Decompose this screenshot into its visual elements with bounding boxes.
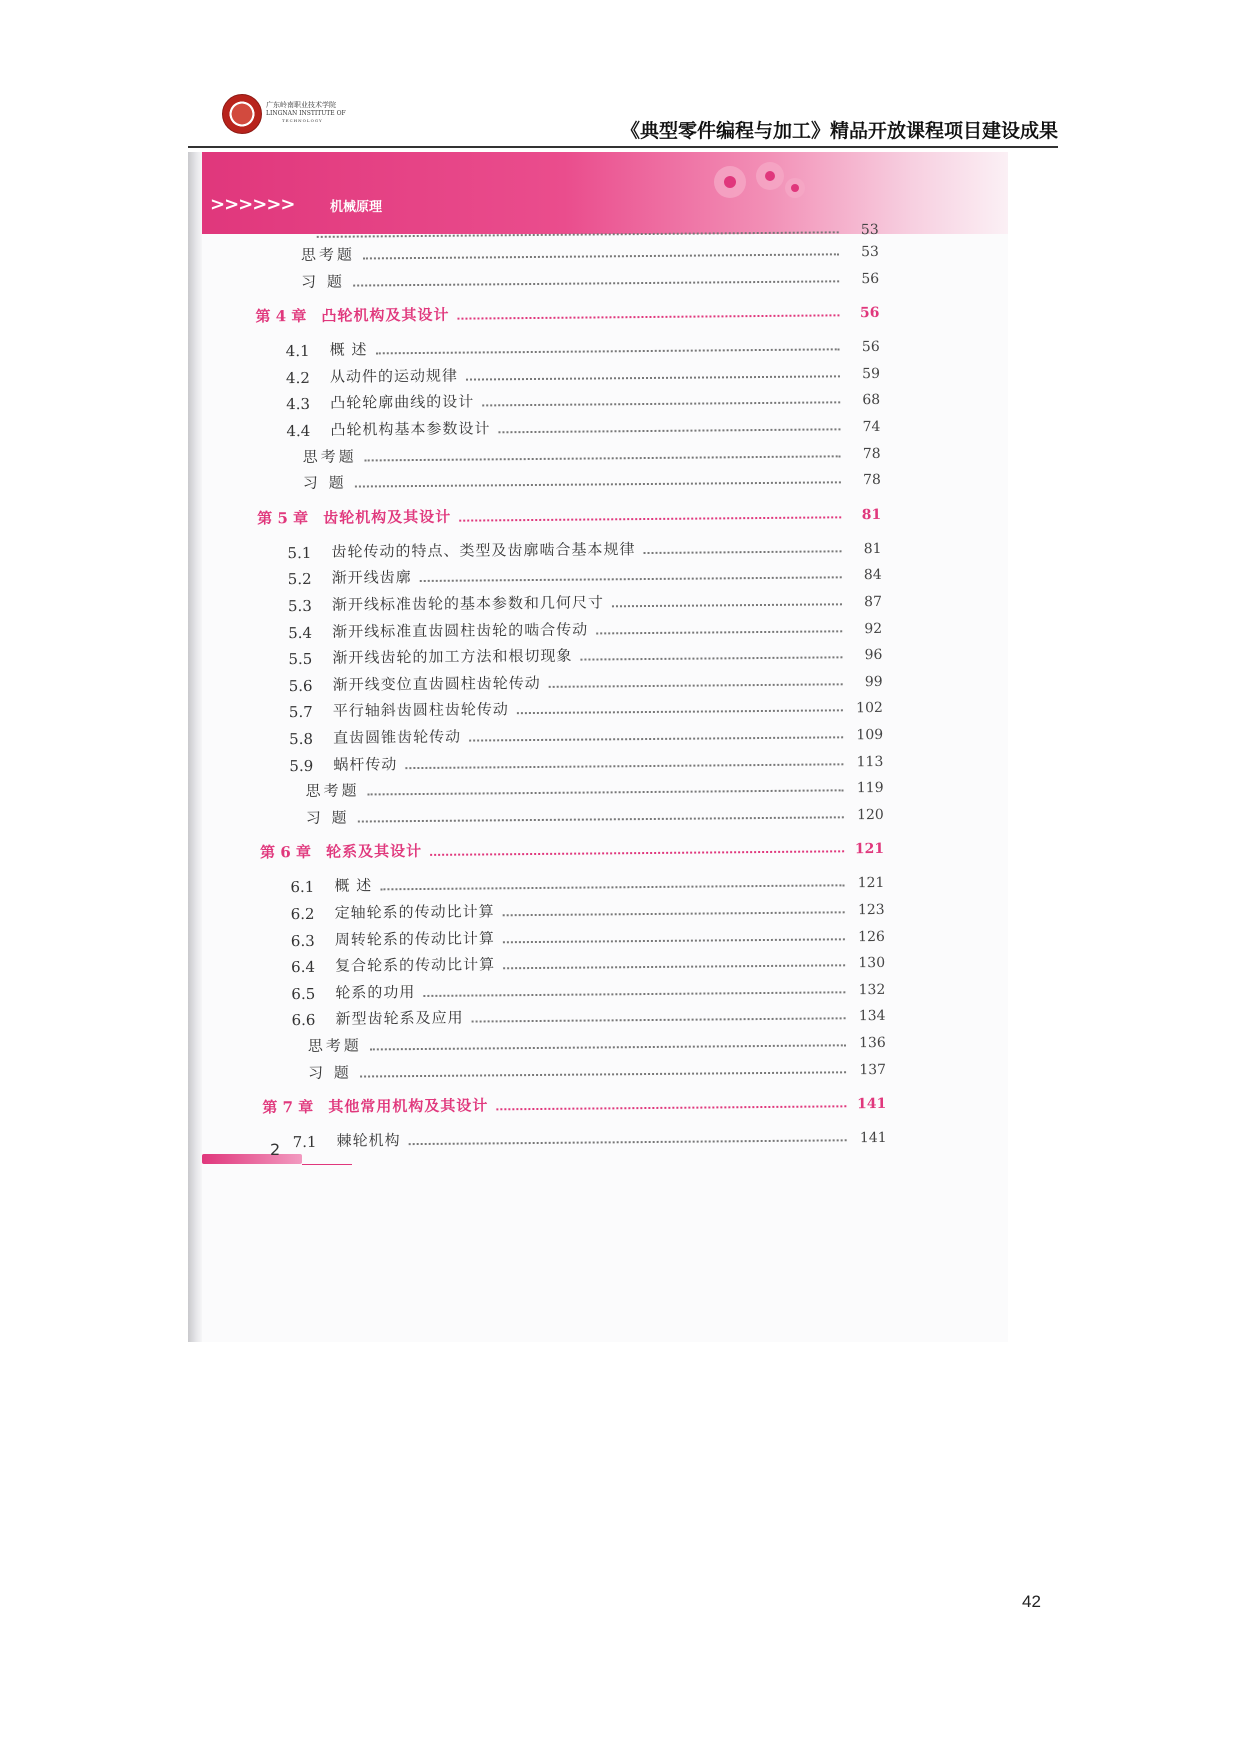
toc-page: 141 <box>859 1130 887 1147</box>
toc-section-number: 5.4 <box>288 623 313 642</box>
toc-label: 周转轮系的传动比计算 <box>334 928 495 949</box>
toc-section-number: 5.1 <box>287 543 312 562</box>
toc-section-number: 6.4 <box>291 958 316 977</box>
toc-page: 102 <box>856 700 883 717</box>
toc-section-number: 6.2 <box>290 904 315 924</box>
toc-label: 习 题 <box>301 272 345 291</box>
toc-leader-dots <box>496 1104 846 1110</box>
toc-page: 130 <box>858 955 886 972</box>
toc-label: 渐开线齿廓 <box>331 568 412 588</box>
toc-label: 平行轴斜齿圆柱齿轮传动 <box>332 700 509 721</box>
toc-page: 132 <box>858 981 886 998</box>
toc-row[interactable] <box>303 462 881 493</box>
toc-label: 思考题 <box>307 1036 362 1055</box>
toc-section-number: 5.5 <box>288 650 313 669</box>
toc-leader-dots <box>423 990 845 997</box>
toc-page: 68 <box>862 392 881 409</box>
toc-label: 轮系的功用 <box>335 982 416 1002</box>
toc-section-number: 6.1 <box>290 878 315 897</box>
toc-leader-dots <box>409 1138 847 1145</box>
toc-page: 120 <box>857 806 884 823</box>
school-seal-icon <box>222 94 262 134</box>
toc-section-number: 4.3 <box>286 395 311 414</box>
toc-page: 96 <box>864 647 883 664</box>
toc-page: 137 <box>859 1061 887 1078</box>
toc-leader-dots <box>355 481 841 488</box>
toc-page: 123 <box>857 901 885 919</box>
toc-section-number: 6.6 <box>291 1011 316 1030</box>
toc-leader-dots <box>380 884 844 891</box>
toc-row[interactable] <box>308 1052 886 1083</box>
logo-chinese-name: 广东岭南职业技术学院 <box>266 101 336 109</box>
toc-leader-dots <box>472 1017 846 1023</box>
toc-page: 53 <box>861 243 879 261</box>
toc-leader-dots <box>549 682 843 688</box>
toc-leader-dots <box>376 348 840 355</box>
toc-label: 渐开线标准直齿圆柱齿轮的啮合传动 <box>332 620 589 641</box>
document-header <box>188 92 1058 148</box>
toc-leader-dots <box>368 788 844 795</box>
toc-label: 概 述 <box>334 876 373 896</box>
toc-chapter-number: 第 7 章 <box>262 1098 314 1117</box>
toc-leader-dots <box>466 374 840 380</box>
toc-label: 直齿圆锥齿轮传动 <box>333 727 462 747</box>
toc-row[interactable] <box>292 1120 886 1151</box>
toc-page: 59 <box>862 365 881 382</box>
toc-leader-dots <box>498 427 840 433</box>
toc-leader-dots <box>430 850 844 857</box>
toc-page: 53 <box>860 221 879 239</box>
toc-section-number: 5.3 <box>287 596 312 616</box>
scanned-book-page <box>188 152 1008 1342</box>
toc-leader-dots <box>469 735 843 741</box>
banner-title: 机械原理 <box>330 200 383 215</box>
toc-page: 109 <box>856 726 884 744</box>
toc-label: 从动件的运动规律 <box>329 366 459 386</box>
toc-page: 56 <box>859 305 880 322</box>
school-logo <box>222 94 364 138</box>
toc-section-number: 5.9 <box>289 756 314 775</box>
toc-page: 113 <box>856 753 884 770</box>
toc-leader-dots <box>457 314 839 320</box>
toc-page: 121 <box>857 875 885 892</box>
toc-leader-dots <box>612 602 842 607</box>
toc-label: 凸轮轮廓曲线的设计 <box>330 392 475 413</box>
toc-page: 121 <box>854 841 885 858</box>
toc-chapter-number: 第 4 章 <box>255 307 307 326</box>
toc-page: 78 <box>862 472 881 489</box>
toc-page: 56 <box>861 339 880 356</box>
footer-accent-line <box>302 1164 352 1165</box>
toc-page: 136 <box>858 1034 886 1052</box>
toc-leader-dots <box>517 709 843 715</box>
toc-page: 141 <box>857 1096 887 1113</box>
toc-label: 渐开线齿轮的加工方法和根切现象 <box>332 646 573 667</box>
toc-page: 134 <box>858 1008 886 1025</box>
toc-section-number: 5.2 <box>287 570 312 589</box>
toc-label: 思考题 <box>300 245 355 265</box>
toc-section-number: 5.7 <box>288 703 313 722</box>
toc-label: 其他常用机构及其设计 <box>328 1096 489 1116</box>
toc-label: 凸轮机构及其设计 <box>321 305 450 326</box>
toc-leader-dots <box>580 655 842 660</box>
toc-leader-dots <box>503 937 845 943</box>
toc-section-number: 4.2 <box>285 368 310 387</box>
toc-chapter-row[interactable] <box>257 497 881 528</box>
toc-leader-dots <box>644 549 842 554</box>
toc-section-number: 5.6 <box>288 676 313 695</box>
toc-label: 凸轮机构基本参数设计 <box>330 419 491 439</box>
toc-section-number: 4.4 <box>286 421 311 441</box>
toc-section-number: 7.1 <box>292 1133 317 1152</box>
toc-section-number: 6.5 <box>291 984 316 1003</box>
toc-chapter-number: 第 6 章 <box>260 843 312 862</box>
toc-leader-dots <box>503 963 845 969</box>
toc-label: 习 题 <box>305 808 350 827</box>
toc-leader-dots <box>353 279 839 286</box>
toc-section-number: 5.8 <box>289 729 314 749</box>
toc-page: 74 <box>862 418 881 436</box>
toc-page: 126 <box>858 928 885 945</box>
toc-page: 99 <box>864 673 883 690</box>
logo-english-name-2: TECHNOLOGY <box>282 118 323 123</box>
toc-leader-dots <box>370 1043 846 1050</box>
toc-label: 新型齿轮系及应用 <box>335 1009 464 1029</box>
toc-label: 复合轮系的传动比计算 <box>335 955 496 975</box>
toc-leader-dots <box>459 515 841 521</box>
toc-page: 78 <box>862 445 881 462</box>
toc-row[interactable] <box>301 261 879 292</box>
toc-chapter-row[interactable] <box>262 1086 886 1117</box>
toc-leader-dots <box>365 454 841 461</box>
toc-page: 87 <box>864 593 883 611</box>
toc-leader-dots <box>360 1070 846 1077</box>
toc-chapter-row[interactable] <box>260 831 884 862</box>
toc-label: 渐开线变位直齿圆柱齿轮传动 <box>332 673 541 694</box>
document-page-number: 42 <box>1022 1592 1041 1611</box>
toc-page: 81 <box>861 506 882 523</box>
toc-label: 渐开线标准齿轮的基本参数和几何尺寸 <box>331 593 605 614</box>
toc-section-number: 4.1 <box>285 342 310 361</box>
toc-page: 119 <box>856 780 884 797</box>
toc-label: 蜗杆传动 <box>333 754 398 774</box>
toc-label: 习 题 <box>302 473 347 493</box>
logo-english-name: LINGNAN INSTITUTE OF <box>266 110 346 117</box>
toc-page: 56 <box>861 270 880 287</box>
toc-leader-dots <box>420 576 842 583</box>
toc-chapter-row[interactable] <box>255 295 879 326</box>
toc-leader-dots <box>405 762 843 769</box>
toc-section-number: 6.3 <box>290 931 315 950</box>
toc-row[interactable] <box>306 797 884 828</box>
toc-label: 定轴轮系的传动比计算 <box>334 902 495 922</box>
toc-leader-dots <box>596 629 842 634</box>
toc-label: 习 题 <box>307 1063 352 1082</box>
footer-accent-bar <box>202 1154 302 1164</box>
toc-label: 齿轮传动的特点、类型及齿廓啮合基本规律 <box>331 539 636 561</box>
toc-label: 概 述 <box>329 340 368 359</box>
toc-label: 棘轮机构 <box>336 1131 401 1150</box>
toc-leader-dots <box>363 252 839 259</box>
toc-leader-dots <box>358 815 844 822</box>
toc-leader-dots <box>503 910 845 916</box>
toc-label: 思考题 <box>305 781 360 801</box>
toc-label: 轮系及其设计 <box>326 842 423 862</box>
banner-arrows: >>>>>> <box>210 194 295 215</box>
toc-label: 齿轮机构及其设计 <box>323 507 452 527</box>
toc-page: 81 <box>863 540 882 557</box>
toc-chapter-number: 第 5 章 <box>257 508 309 528</box>
header-divider <box>188 146 1058 148</box>
toc-page: 92 <box>864 620 883 637</box>
toc-page: 84 <box>863 567 882 584</box>
toc-label: 思考题 <box>302 447 357 466</box>
book-page-number: 2 <box>270 1140 281 1159</box>
toc-leader-dots <box>482 401 840 407</box>
document-title: 《典型零件编程与加工》精品开放课程项目建设成果 <box>620 120 1058 142</box>
